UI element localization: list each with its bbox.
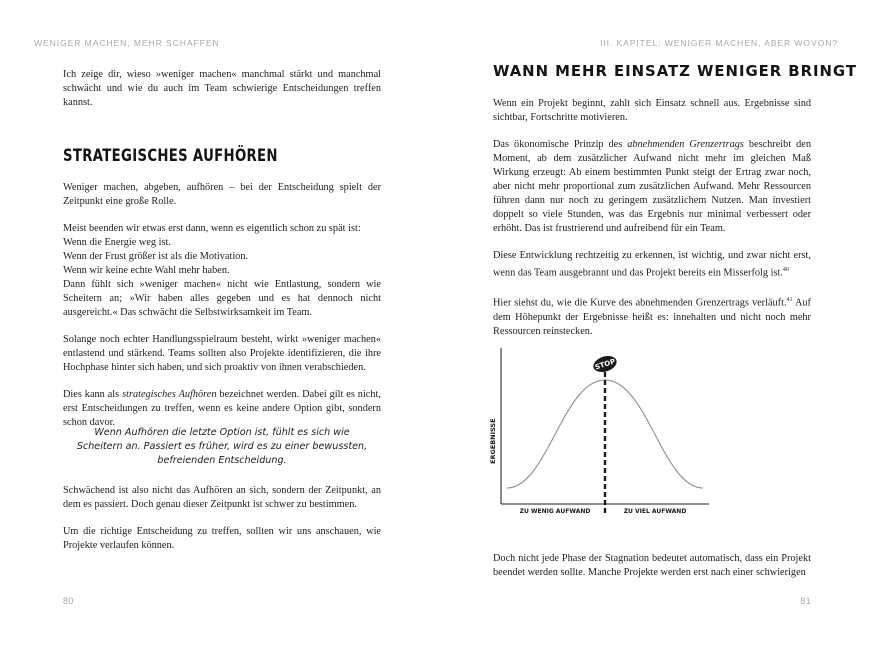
paragraph: Doch nicht jede Phase der Stagnation bedeutet automatisch, dass ein Projekt beendet werden sollte. Manche Projekte werden erst nach einer schwierigen (493, 553, 811, 578)
text-run: Diese Entwicklung rechtzeitig zu erkennen, ist wichtig, und zwar nicht erst, wenn das Team ausgebrannt und das Projekt bereits ein Misserfolg ist. (493, 250, 811, 279)
text-run: Dies kann als (63, 389, 123, 400)
paragraph (493, 138, 811, 236)
x-label-too-little-effort: ZU WENIG AUFWAND (519, 508, 591, 515)
text-run: Hier siehst du, wie die Kurve des abnehmenden Grenzertrags verläuft. (493, 297, 787, 309)
left-running-head: WENIGER MACHEN, MEHR SCHAFFEN (34, 38, 220, 48)
footnote-ref: 40 (782, 267, 789, 273)
paragraph: Solange noch echter Handlungsspielraum besteht, wirkt »weniger machen« entlastend und stärkend. Teams sollten also Projekte identifizieren, die ihre Hochphase hinter sich haben, und sich proaktiv von ihnen verabschieden. (63, 334, 381, 373)
right-running-head: III. KAPITEL: WENIGER MACHEN, ABER WOVON? (600, 38, 838, 48)
paragraph: Um die richtige Entscheidung zu treffen, sollten wir uns anschauen, wie Projekte verlaufen können. (63, 526, 381, 551)
paragraph (63, 388, 381, 430)
text-run: bezeichnet werden. Dabei gilt es nicht, erst Entscheidungen zu treffen, wenn es keine andere Option gibt, sondern schon davor. (63, 389, 381, 428)
paragraph: Dann fühlt sich »weniger machen« nicht wie Entlastung, sondern wie Scheitern an; »Wir haben alles gegeben und es hat dennoch nicht ausgereicht.« Das schwächt die Selbstwirksamkeit im Team. (63, 279, 381, 318)
page-number-right: 81 (800, 596, 811, 606)
right-page (437, 0, 874, 648)
text-line: Wenn der Frust größer ist als die Motivation. (63, 251, 249, 262)
right-body (493, 97, 811, 339)
text-run: Das ökonomische Prinzip des (493, 139, 628, 150)
text-line: Wenn die Energie weg ist. (63, 237, 171, 248)
left-body (63, 181, 381, 430)
paragraph (493, 293, 811, 338)
page-number-left: 80 (63, 596, 74, 606)
footnote-ref: 41 (786, 297, 793, 304)
intro-paragraph (63, 68, 381, 110)
text-run: beschreibt den Moment, ab dem zusätzlicher Aufwand nicht mehr im gleichen Maß Wirkung erzeugt: Ab einem bestimmten Punkt steigt der Ertrag zwar noch, aber nicht mehr proportional zum zusätzlichen Aufwand. Mehr Ressourcen führen dann nur noch zu geringem zusätzlichem Nutzen. Man investiert doppelt so viele Stunden, was das Ergebnis nur minimal verbessert oder erhöht. Das ist frustrierend und aufreibend für ein Team. (493, 139, 811, 234)
stop-badge-icon (591, 353, 618, 375)
stop-badge-label: STOP (593, 357, 617, 372)
paragraph: Schwächend ist also nicht das Aufhören an sich, sondern der Zeitpunkt, an dem es passiert. Doch genau dieser Zeitpunkt ist schwer zu bestimmen. (63, 485, 381, 510)
paragraph: Wenn ein Projekt beginnt, zahlt sich Einsatz schnell aus. Ergebnisse sind sichtbar, Fortschritte motivieren. (493, 98, 811, 123)
diminishing-returns-figure (483, 338, 723, 520)
y-axis-label: ERGEBNISSE (489, 418, 497, 464)
x-label-too-much-effort: ZU VIEL AUFWAND (623, 508, 687, 515)
pull-quote: Wenn Aufhören die letzte Option ist, fühlt es sich wie Scheitern an. Passiert es früher, wird es zu einer bewussten, befreienden Entscheidung. (76, 427, 368, 466)
right-body-lower (493, 552, 811, 580)
emphasis: strategisches Aufhören (122, 389, 217, 400)
section-heading-diminishing-returns: WANN MEHR EINSATZ WENIGER BRINGT (493, 62, 857, 80)
text-run: Auf dem Höhepunkt der Ergebnisse heißt es: innehalten und nicht noch mehr Ressourcen reinstecken. (493, 297, 811, 337)
emphasis: abnehmenden Grenzertrags (627, 139, 744, 150)
paragraph-lines (63, 222, 381, 278)
text-line: Wenn wir keine echte Wahl mehr haben. (63, 265, 230, 276)
text-line: Meist beenden wir etwas erst dann, wenn es eigentlich schon zu spät ist: (63, 223, 361, 234)
section-heading-strategic-stop: STRATEGISCHES AUFHÖREN (63, 146, 278, 166)
left-body-lower (63, 484, 381, 553)
paragraph (493, 249, 811, 280)
paragraph: Weniger machen, abgeben, aufhören – bei der Entscheidung spielt der Zeitpunkt eine große Rolle. (63, 182, 381, 207)
intro-text: Ich zeige dir, wieso »weniger machen« manchmal stärkt und manchmal schwächt und wie du auch im Team schwierige Entscheidungen treffen kannst. (63, 69, 381, 108)
